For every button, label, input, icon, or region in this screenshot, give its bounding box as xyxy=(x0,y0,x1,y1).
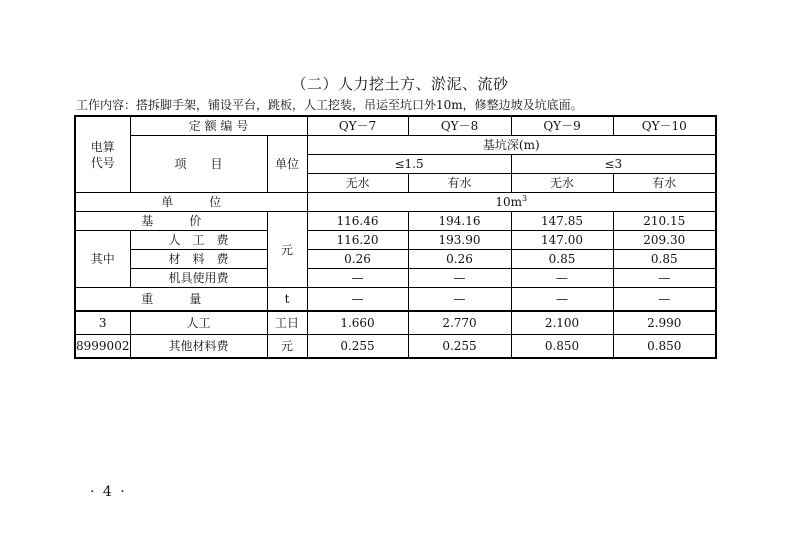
currency-unit: 元 xyxy=(267,212,307,288)
material-cost-value: 0.26 xyxy=(307,250,408,269)
resource-value: 1.660 xyxy=(307,311,408,335)
water-condition: 无水 xyxy=(307,174,408,193)
unit-row-value: $10m^3$ xyxy=(307,193,716,212)
quota-code: QY－9 xyxy=(511,116,613,136)
resource-code: 8999002 xyxy=(75,335,130,359)
depth-range-1: ≤1.5 xyxy=(307,155,511,174)
resource-value: 0.850 xyxy=(511,335,613,359)
base-price-value: 116.46 xyxy=(307,212,408,231)
labor-cost-value: 147.00 xyxy=(511,231,613,250)
labor-cost-value: 193.90 xyxy=(408,231,511,250)
resource-unit: 工日 xyxy=(267,311,307,335)
resource-row xyxy=(75,311,716,335)
machinery-cost-row xyxy=(75,269,716,288)
weight-unit: t xyxy=(267,288,307,312)
water-condition: 有水 xyxy=(408,174,511,193)
machinery-cost-label: 机具使用费 xyxy=(130,269,267,288)
machinery-cost-value: — xyxy=(408,269,511,288)
weight-value: — xyxy=(511,288,613,312)
material-cost-row xyxy=(75,250,716,269)
machinery-cost-value: — xyxy=(511,269,613,288)
water-condition: 无水 xyxy=(511,174,613,193)
resource-value: 0.255 xyxy=(307,335,408,359)
page-title: （二）人力挖土方、淤泥、流砂 xyxy=(291,75,509,93)
unit-row-label: 单 位 xyxy=(75,193,307,212)
material-cost-label: 材 料 费 xyxy=(130,250,267,269)
quota-code: QY－10 xyxy=(613,116,716,136)
quota-no-header: 定 额 编 号 xyxy=(130,116,307,136)
base-price-row xyxy=(75,212,716,231)
material-cost-value: 0.26 xyxy=(408,250,511,269)
resource-code: 3 xyxy=(75,311,130,335)
unit-row xyxy=(75,193,716,212)
pit-depth-header: 基坑深(m) xyxy=(307,136,716,155)
material-cost-value: 0.85 xyxy=(511,250,613,269)
labor-cost-row xyxy=(75,231,716,250)
quota-table xyxy=(74,115,717,359)
weight-label: 重 量 xyxy=(75,288,267,312)
material-cost-value: 0.85 xyxy=(613,250,716,269)
base-price-value: 210.15 xyxy=(613,212,716,231)
quota-table-frame xyxy=(74,115,715,359)
weight-row xyxy=(75,288,716,312)
resource-name: 其他材料费 xyxy=(130,335,267,359)
machinery-cost-value: — xyxy=(613,269,716,288)
resource-value: 0.255 xyxy=(408,335,511,359)
resource-name: 人工 xyxy=(130,311,267,335)
machinery-cost-value: — xyxy=(307,269,408,288)
water-condition: 有水 xyxy=(613,174,716,193)
weight-value: — xyxy=(408,288,511,312)
weight-value: — xyxy=(307,288,408,312)
quota-code: QY－8 xyxy=(408,116,511,136)
base-price-label: 基 价 xyxy=(75,212,267,231)
resource-value: 2.770 xyxy=(408,311,511,335)
resource-value: 2.990 xyxy=(613,311,716,335)
depth-range-2: ≤3 xyxy=(511,155,716,174)
labor-cost-value: 209.30 xyxy=(613,231,716,250)
quota-code: QY－7 xyxy=(307,116,408,136)
unit-header: 单位 xyxy=(267,136,307,193)
labor-cost-value: 116.20 xyxy=(307,231,408,250)
labor-cost-label: 人 工 费 xyxy=(130,231,267,250)
header-row-depth xyxy=(75,136,716,155)
resource-row xyxy=(75,335,716,359)
base-price-value: 147.85 xyxy=(511,212,613,231)
resource-value: 0.850 xyxy=(613,335,716,359)
work-content: 工作内容：搭拆脚手架，铺设平台，跳板，人工挖装，吊运至坑口外10m，修整边坡及坑底面。 xyxy=(76,98,583,112)
of-which-label: 其中 xyxy=(75,231,130,288)
header-row-codes xyxy=(75,116,716,136)
weight-value: — xyxy=(613,288,716,312)
resource-unit: 元 xyxy=(267,335,307,359)
resource-value: 2.100 xyxy=(511,311,613,335)
item-header: 项 目 xyxy=(130,136,267,193)
code-header: 电算代号 xyxy=(75,116,130,193)
base-price-value: 194.16 xyxy=(408,212,511,231)
page-number: · 4 · xyxy=(90,484,127,500)
